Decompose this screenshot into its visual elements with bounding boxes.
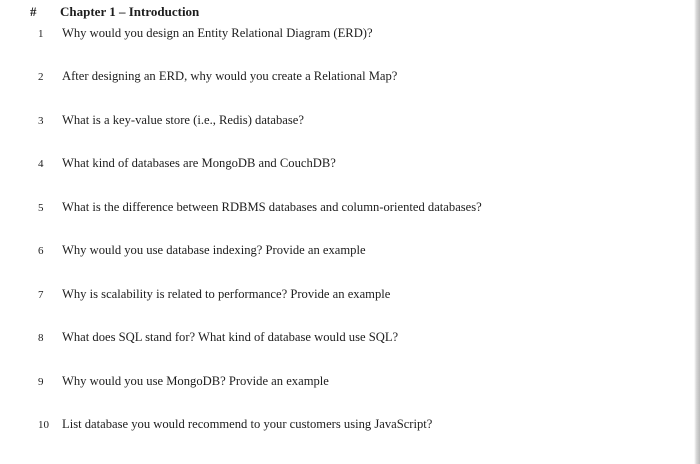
question-number: 10	[38, 419, 49, 431]
question-number: 5	[38, 202, 44, 214]
question-text: What kind of databases are MongoDB and CouchDB?	[62, 156, 336, 170]
question-text: After designing an ERD, why would you create a Relational Map?	[62, 69, 398, 83]
question-item	[38, 69, 397, 84]
question-number: 6	[38, 245, 44, 257]
question-text: What is a key-value store (i.e., Redis) database?	[62, 113, 304, 127]
question-text: What is the difference between RDBMS databases and column-oriented databases?	[62, 200, 482, 214]
question-text: What does SQL stand for? What kind of database would use SQL?	[62, 330, 399, 344]
question-text: Why would you use MongoDB? Provide an example	[62, 374, 329, 388]
question-item	[38, 330, 398, 345]
question-text: Why is scalability is related to performance? Provide an example	[62, 287, 391, 301]
question-number: 1	[38, 28, 44, 40]
question-item	[38, 200, 482, 215]
chapter-title: Chapter 1 – Introduction	[60, 4, 200, 19]
question-item	[38, 156, 336, 171]
question-item	[38, 417, 432, 432]
question-item	[38, 26, 373, 41]
question-text: Why would you design an Entity Relational Diagram (ERD)?	[62, 26, 373, 40]
question-item	[38, 113, 304, 128]
question-item	[38, 287, 390, 302]
question-number: 2	[38, 71, 44, 83]
question-text: Why would you use database indexing? Provide an example	[62, 243, 366, 257]
question-number: 7	[38, 289, 44, 301]
chapter-heading	[30, 4, 199, 20]
heading-hash-mark: #	[30, 4, 37, 19]
question-number: 4	[38, 158, 44, 170]
question-number: 3	[38, 115, 44, 127]
page-edge-shadow	[694, 0, 700, 464]
question-number: 8	[38, 332, 44, 344]
question-text: List database you would recommend to your customers using JavaScript?	[62, 417, 433, 431]
question-number: 9	[38, 376, 44, 388]
question-item	[38, 243, 366, 258]
question-item	[38, 374, 329, 389]
